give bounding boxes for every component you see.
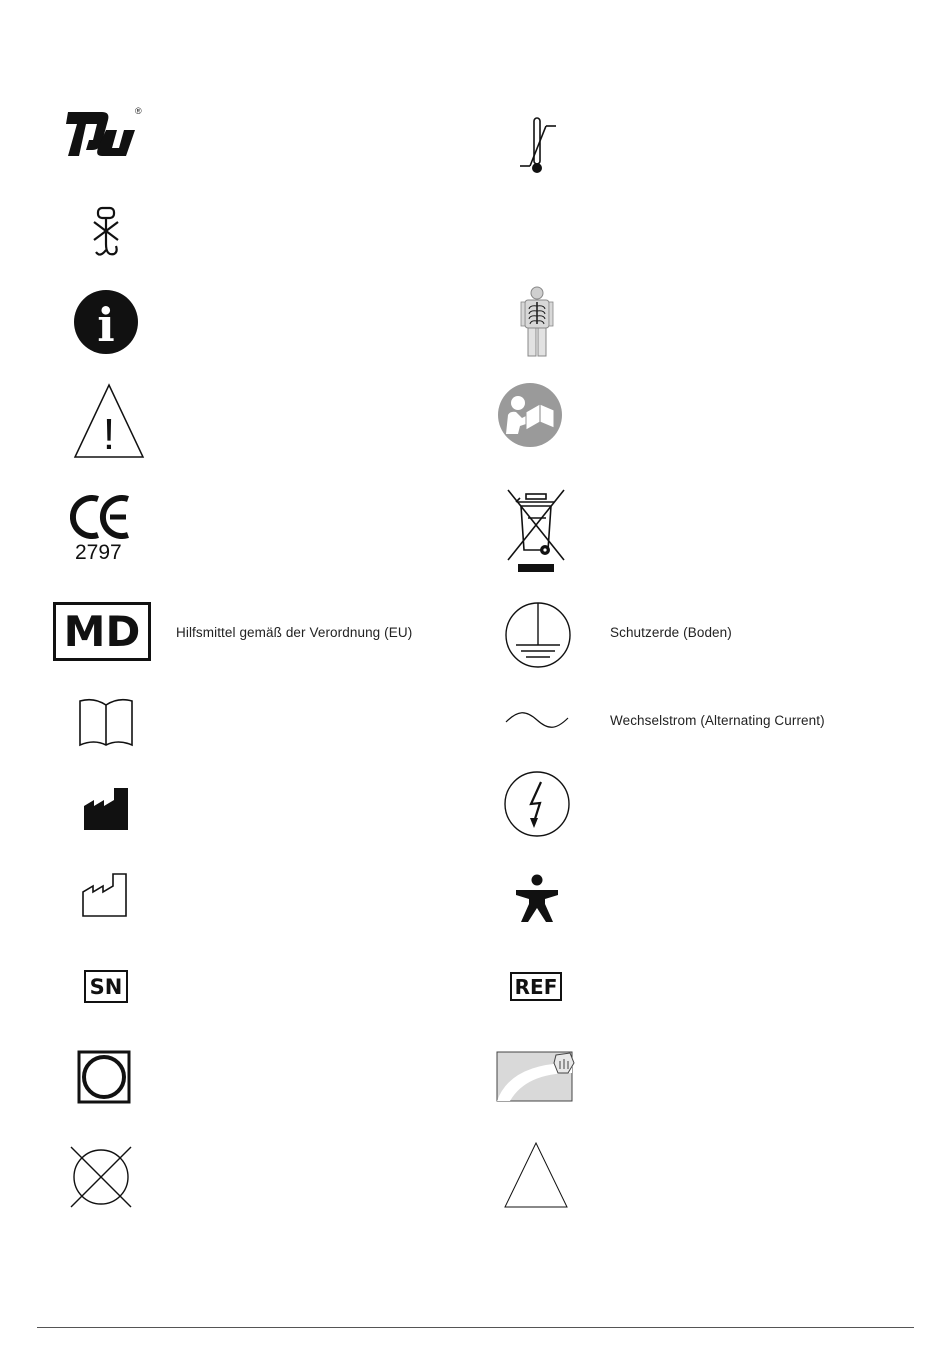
tumble-dry-icon	[77, 1050, 131, 1104]
serial-number-icon	[84, 970, 128, 1003]
protective-earth-description: Schutzerde (Boden)	[610, 625, 732, 640]
protective-earth-icon	[504, 601, 572, 669]
information-glyph: i	[97, 298, 115, 352]
footer-divider	[37, 1327, 914, 1328]
reference-number-icon	[510, 972, 562, 1001]
md-description: Hilfsmittel gemäß der Verordnung (EU)	[176, 625, 413, 640]
date-of-manufacture-icon	[81, 870, 129, 918]
warning-triangle-icon	[73, 383, 145, 459]
alternating-current-description: Wechselstrom (Alternating Current)	[610, 713, 825, 728]
md-mark-text: MD	[63, 607, 141, 656]
open-triangle-icon	[503, 1141, 569, 1209]
reference-number-text: REF	[514, 974, 558, 999]
type-b-applied-part-icon	[514, 874, 560, 924]
read-manual-icon	[496, 382, 564, 448]
ce-mark-icon	[70, 495, 132, 539]
warning-glyph: !	[102, 410, 116, 459]
do-not-tumble-dry-icon	[69, 1145, 133, 1209]
serial-number-text: SN	[89, 974, 123, 999]
xray-body-icon	[519, 286, 555, 358]
high-voltage-icon	[503, 770, 571, 838]
wipe-clean-icon	[496, 1051, 576, 1103]
manufacturer-icon	[82, 784, 130, 832]
open-book-icon	[78, 697, 134, 747]
weee-bin-icon	[506, 488, 566, 576]
registered-mark: ®	[135, 106, 142, 116]
fragile-hook-icon	[88, 206, 124, 262]
ce-notified-body-number: 2797	[75, 541, 122, 564]
temperature-limit-icon	[518, 116, 558, 176]
md-mark-icon	[53, 602, 151, 661]
alternating-current-icon	[504, 710, 570, 732]
information-icon	[73, 289, 139, 355]
